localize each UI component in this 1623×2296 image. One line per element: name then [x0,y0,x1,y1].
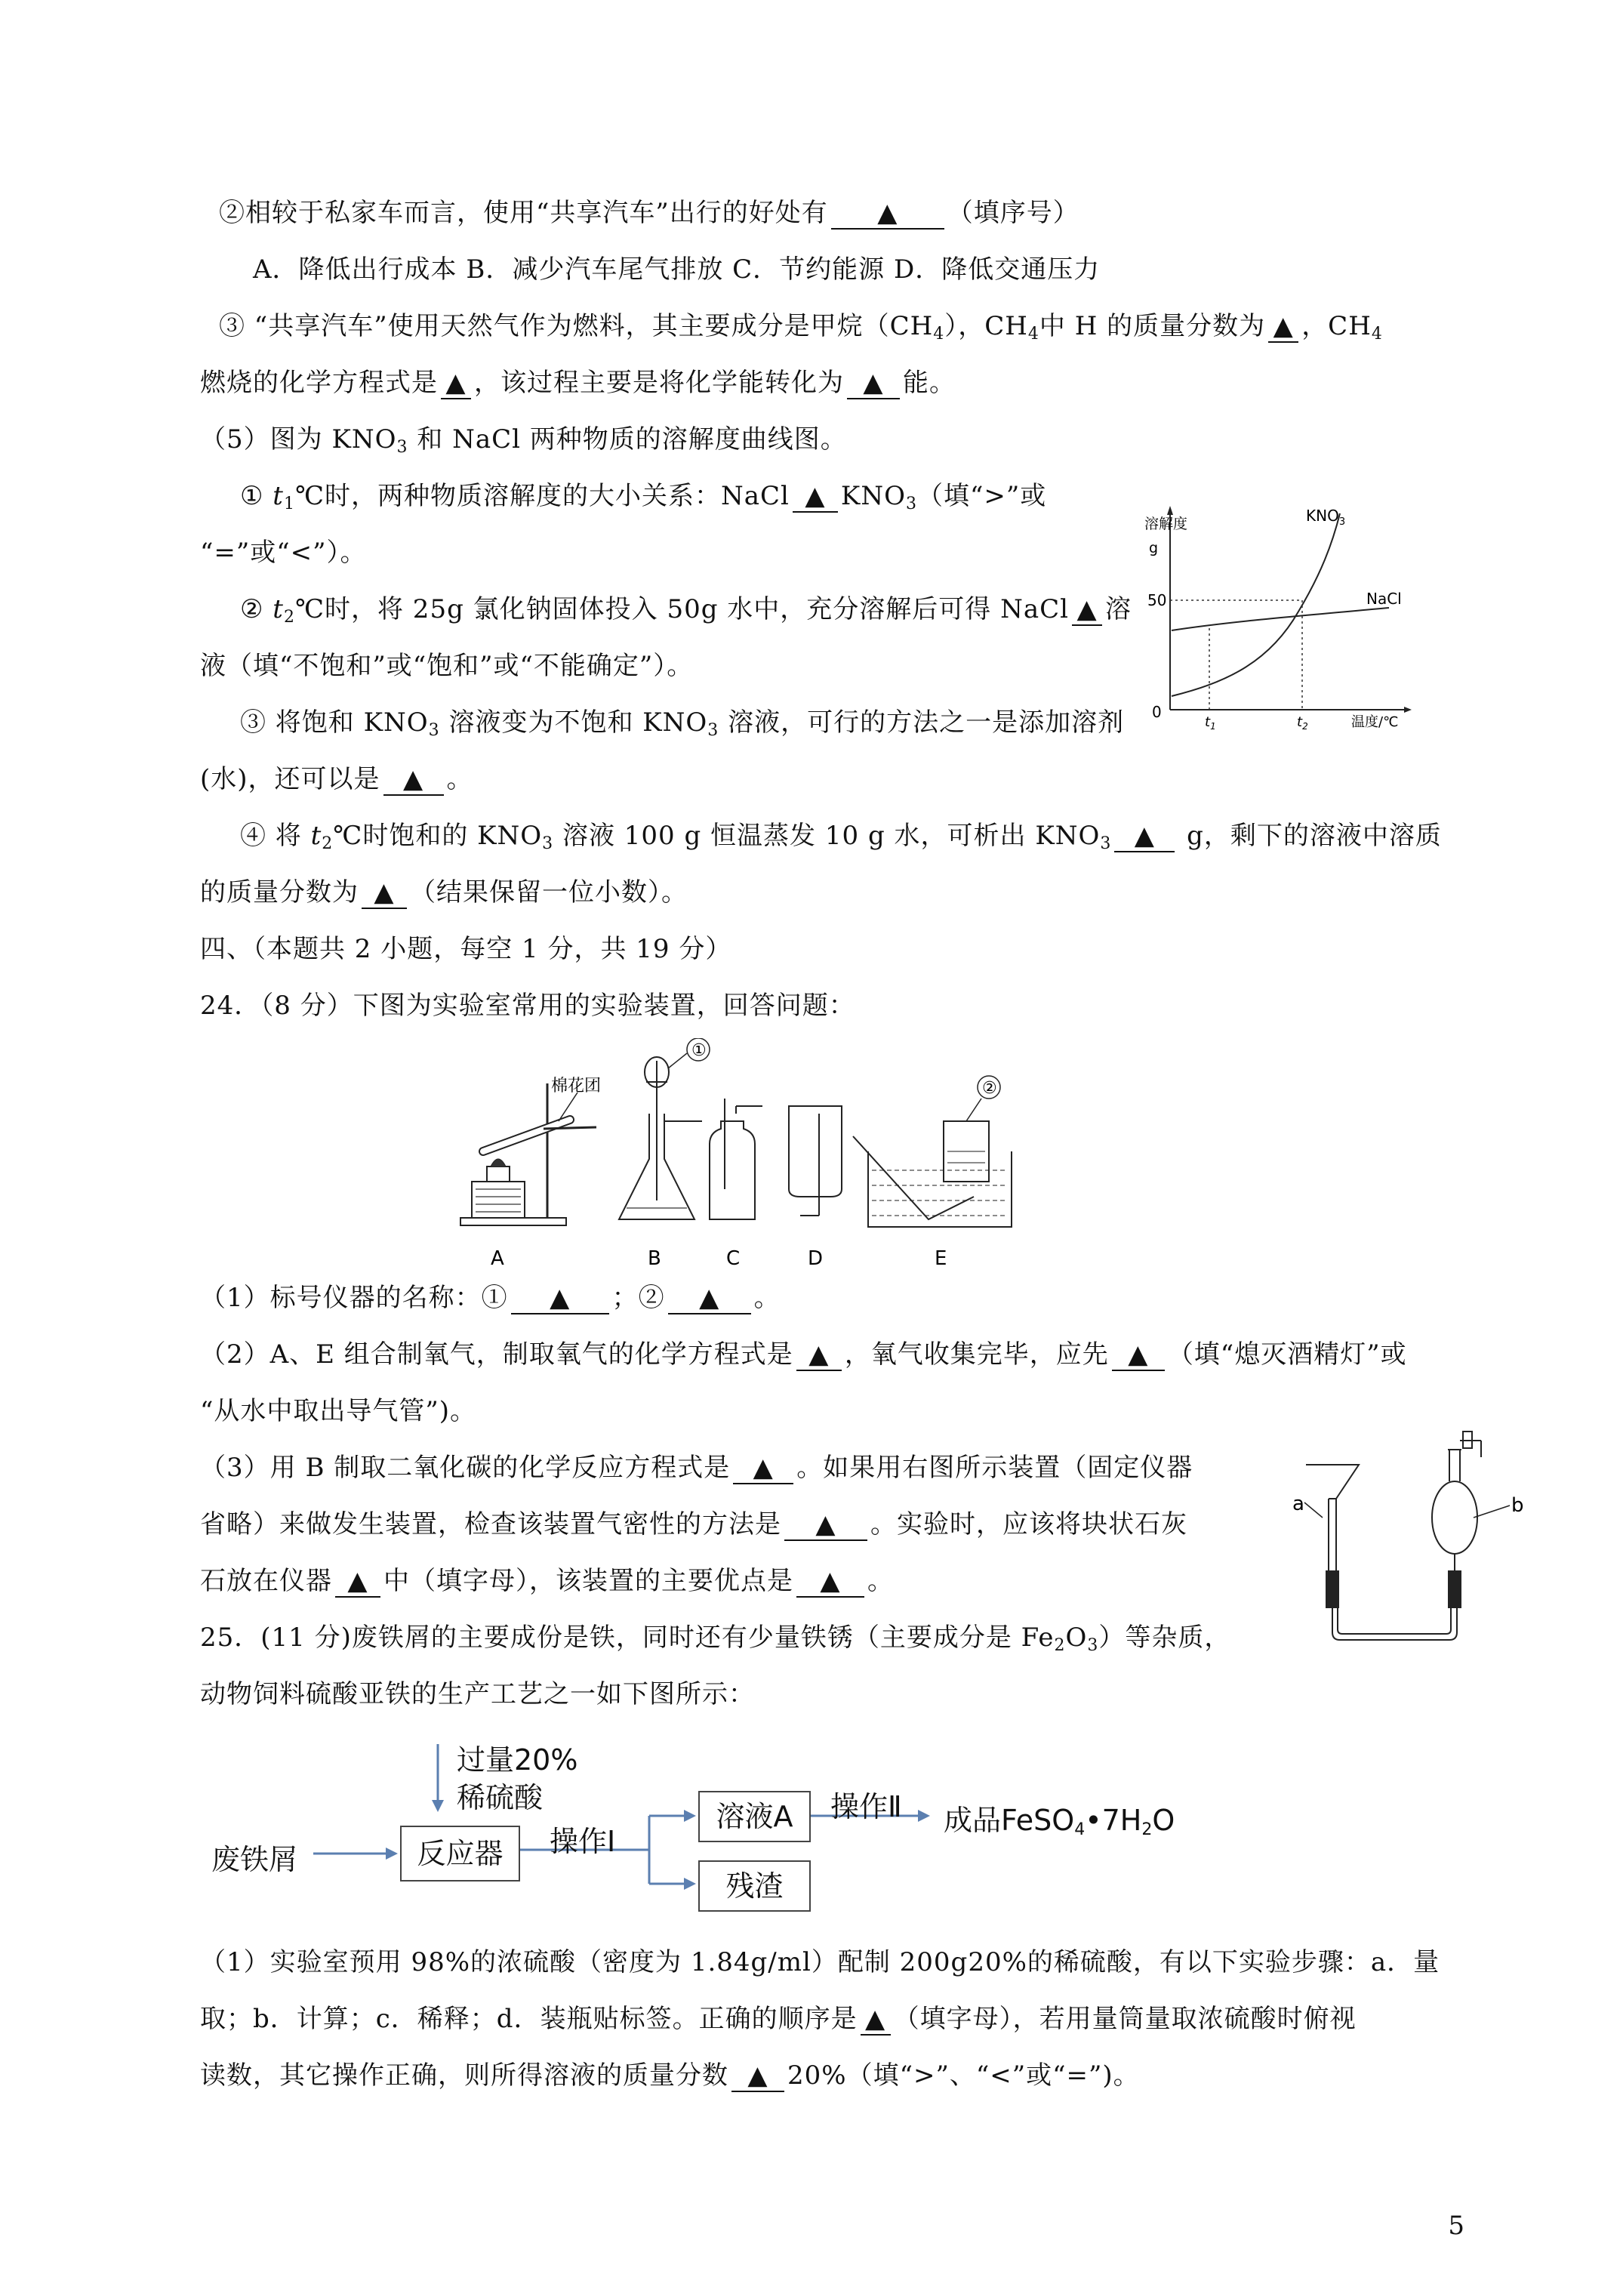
lab-apparatus-figure [445,1038,1170,1276]
text: 和 NaCl 两种物质的溶解度曲线图。 [408,424,847,455]
answer-blank[interactable] [731,2060,784,2092]
text: ② [240,594,273,624]
answer-blank[interactable] [511,1283,609,1314]
sub: 3 [1100,834,1112,853]
marker: ▲ [815,1509,836,1539]
apparatus-b [619,1038,710,1270]
text: 20%（填“>”、“<”或“=”)。 [787,2060,1140,2091]
text: 。如果用右图所示装置（固定仪器 [796,1453,1193,1483]
marker: ▲ [445,368,467,398]
text: ① [240,481,273,511]
text: 石放在仪器 [200,1566,332,1596]
sub: 2 [1054,1636,1066,1655]
answer-blank[interactable] [796,1339,842,1371]
text: g，剩下的溶液中溶质 [1178,821,1442,851]
q23-3-line1 [219,308,1383,353]
series-nacl-line [1172,608,1389,630]
q23-2-text: ②相较于私家车而言，使用“共享汽车”出行的好处有 [219,198,828,228]
text: 中 H 的质量分数为 [1039,311,1266,341]
sub: 3 [905,495,917,513]
apparatus-d [789,1106,842,1270]
y-axis-arrow [1167,506,1173,515]
sub: 4 [933,325,945,344]
process-flow-diagram [196,1737,1253,1918]
text: ④ 将 [240,821,311,851]
sub: 3 [396,438,408,457]
text: 取；b．计算；c．稀释；d．装瓶贴标签。正确的顺序是 [200,2004,858,2034]
answer-blank[interactable] [668,1283,751,1314]
q25-intro-line1 [200,1620,1230,1664]
label-b: B [648,1247,661,1270]
label-n1: ① [691,1041,707,1060]
text: 溶液，可行的方法之一是添加溶剂 [719,707,1125,738]
text: （填字母），若用量筒量取浓硫酸时俯视 [893,2004,1357,2034]
q23-5-4-line2 [200,874,688,911]
cotton-label: 棉花团 [551,1077,602,1096]
section-4-heading: 四、（本题共 2 小题，每空 1 分，共 19 分） [200,934,732,964]
text: 读数，其它操作正确，则所得溶液的质量分数 [200,2060,728,2091]
residue-box: 残渣 [698,1860,811,1912]
text: ③ 将饱和 KNO [240,707,429,738]
operation-1-label: 操作Ⅰ [550,1825,616,1858]
text: ），CH [944,311,1028,341]
sub: 3 [428,721,440,740]
text: 省略）来做发生装置，检查该装置气密性的方法是 [200,1509,781,1539]
answer-blank[interactable] [796,1566,864,1598]
marker: ▲ [865,2004,886,2034]
text: ；② [611,1283,665,1313]
q24-2-line1 [200,1336,1407,1373]
text: ）等杂质， [1098,1623,1231,1653]
y-axis-label: 溶解度 [1144,516,1188,532]
reactor-box: 反应器 [400,1826,520,1881]
marker: ▲ [1076,594,1098,624]
text: (水)，还可以是 [200,764,380,794]
answer-blank[interactable] [733,1453,793,1484]
answer-blank[interactable] [793,481,838,513]
q24-3-line2 [200,1506,1187,1542]
apparatus-a [460,1077,601,1270]
page-number: 5 [1448,2211,1464,2241]
marker: ▲ [1128,1339,1149,1370]
label-d: D [808,1247,824,1270]
label-fig-a: a [1292,1493,1304,1515]
q23-5-1-line2: “=”或“<”）。 [200,538,367,568]
marker: ▲ [550,1283,571,1313]
waste-iron-label: 废铁屑 [211,1843,298,1876]
label-kno3: $KNO_3$ [1306,507,1346,528]
q23-3-line2 [200,365,956,401]
sub: 2 [1141,1820,1153,1839]
q24-1 [200,1280,781,1316]
sub: 3 [707,721,719,740]
sub: 3 [1087,1636,1099,1655]
q23-5-2-line1 [240,591,1132,636]
x-axis-arrow [1404,707,1412,713]
q23-5-2-line2: 液（填“不饱和”或“饱和”或“不能确定”）。 [200,651,694,681]
product-label [944,1797,1175,1839]
answer-blank[interactable] [1114,821,1175,852]
text: O [1065,1623,1088,1653]
q24-2-line2: “从水中取出导气管”)。 [200,1396,477,1426]
text: ，该过程主要是将化学能转化为 [474,368,844,398]
text: （5）图为 KNO [200,424,397,455]
rubber-tube-right [1448,1570,1461,1608]
answer-blank[interactable] [1112,1339,1165,1371]
tick-origin: 0 [1152,703,1162,721]
acid-label-2: 稀硫酸 [457,1781,544,1814]
answer-blank[interactable] [362,877,407,909]
sub: 2 [283,608,295,627]
text: O [1152,1804,1175,1837]
q25-1-line2 [200,2001,1357,2037]
text: 溶 [1105,594,1132,624]
answer-blank[interactable] [335,1566,380,1598]
q25-1-line3 [200,2057,1140,2094]
sub: 4 [1074,1820,1086,1839]
text: 的质量分数为 [200,877,359,908]
label-fig-b: b [1511,1494,1524,1517]
label-a: A [491,1247,504,1270]
var-t: t [273,481,284,511]
q23-5-3-line1 [240,704,1124,749]
answer-blank[interactable] [861,2004,891,2036]
q23-2-post: （填序号） [947,198,1079,228]
solution-a-box: 溶液A [698,1791,811,1842]
apparatus-e [853,1076,1012,1270]
marker: ▲ [820,1566,841,1596]
text: •7H [1085,1804,1142,1837]
text: 。 [753,1283,781,1313]
label-c: C [726,1247,741,1270]
answer-blank[interactable] [847,368,900,399]
y-axis-unit: g [1149,540,1159,556]
marker: ▲ [877,198,898,228]
var-t: t [310,821,322,851]
x-axis-label: 温度/℃ [1351,714,1399,730]
text: 。 [446,764,473,794]
marker: ▲ [808,1339,830,1370]
series-kno3-line [1172,513,1340,696]
text: 。实验时，应该将块状石灰 [870,1509,1187,1539]
sub: 1 [283,495,295,513]
q23-5-intro [200,421,847,466]
q25-1-line1: （1）实验室预用 98%的浓硫酸（密度为 1.84g/ml）配制 200g20%的稀硫酸，有以下实验步骤：a．量 [200,1947,1440,1977]
answer-blank[interactable] [383,764,444,796]
sub: 4 [1371,325,1383,344]
text: 中（填字母），该装置的主要优点是 [383,1566,793,1596]
q24-title: 24．（8 分）下图为实验室常用的实验装置，回答问题： [200,991,855,1021]
q23-5-4-line1 [240,818,1442,862]
text: 溶液 100 g 恒温蒸发 10 g 水，可析出 KNO [553,821,1101,851]
marker: ▲ [1273,311,1294,341]
text: ℃时，将 25g 氯化钠固体投入 50g 水中，充分溶解后可得 NaCl [294,594,1070,624]
text: （3）用 B 制取二氧化碳的化学反应方程式是 [200,1453,731,1483]
marker: ▲ [402,764,424,794]
text: （填“熄灭酒精灯”或 [1167,1339,1407,1370]
marker: ▲ [805,481,826,511]
var-t: t [273,594,284,624]
text: KNO [840,481,906,511]
sub: 2 [322,834,334,853]
text: （结果保留一位小数）。 [410,877,688,908]
operation-2-label: 操作Ⅱ [830,1790,902,1823]
answer-blank[interactable] [1072,594,1102,626]
label-e: E [935,1247,947,1270]
text: ，氧气收集完毕，应先 [844,1339,1109,1370]
tick-t2: $t_2$ [1297,714,1308,732]
text: ，CH [1301,311,1372,341]
sub: 3 [542,834,554,853]
marker: ▲ [699,1283,720,1313]
marker: ▲ [863,368,884,398]
solubility-chart [1140,498,1419,732]
q24-3-line1 [200,1450,1193,1486]
answer-blank[interactable] [784,1509,867,1541]
apparatus-c [710,1099,762,1270]
text: 溶液变为不饱和 KNO [439,707,708,738]
text: （2）A、E 组合制氧气，制取氧气的化学方程式是 [200,1339,793,1370]
text: （1）标号仪器的名称：① [200,1283,508,1313]
marker: ▲ [747,2060,768,2091]
text: 25．(11 分)废铁屑的主要成份是铁，同时还有少量铁锈（主要成分是 Fe [200,1623,1055,1653]
marker: ▲ [753,1453,774,1483]
text: ③ “共享汽车”使用天然气作为燃料，其主要成分是甲烷（CH [219,311,934,341]
tick-t1: $t_1$ [1205,714,1216,732]
label-nacl: NaCl [1366,590,1402,608]
answer-blank[interactable] [831,198,944,230]
acid-label-1: 过量20% [457,1743,578,1777]
answer-blank[interactable] [441,368,471,399]
rubber-tube-left [1326,1570,1339,1608]
q23-5-1-line1 [240,478,1046,522]
text: ℃时饱和的 KNO [333,821,543,851]
text: （填“>”或 [916,481,1047,511]
marker: ▲ [347,1566,368,1596]
q23-5-3-line2 [200,761,473,797]
q23-2-options: A．降低出行成本 B．减少汽车尾气排放 C．节约能源 D．降低交通压力 [253,254,1101,285]
marker: ▲ [374,877,395,908]
text: ℃时，两种物质溶解度的大小关系：NaCl [294,481,790,511]
sub: 4 [1027,325,1039,344]
text: 能。 [903,368,956,398]
text: 成品FeSO [944,1804,1075,1837]
answer-blank[interactable] [1268,311,1298,343]
generator-apparatus-figure [1276,1427,1540,1646]
text: 燃烧的化学方程式是 [200,368,438,398]
q23-2-question [219,195,1079,231]
label-n2: ② [982,1079,997,1098]
marker: ▲ [1134,821,1155,851]
q24-3-line3 [200,1563,894,1599]
tick-y-50: 50 [1147,591,1167,609]
q25-intro-line2: 动物饲料硫酸亚铁的生产工艺之一如下图所示： [200,1679,755,1709]
text: 。 [867,1566,894,1596]
